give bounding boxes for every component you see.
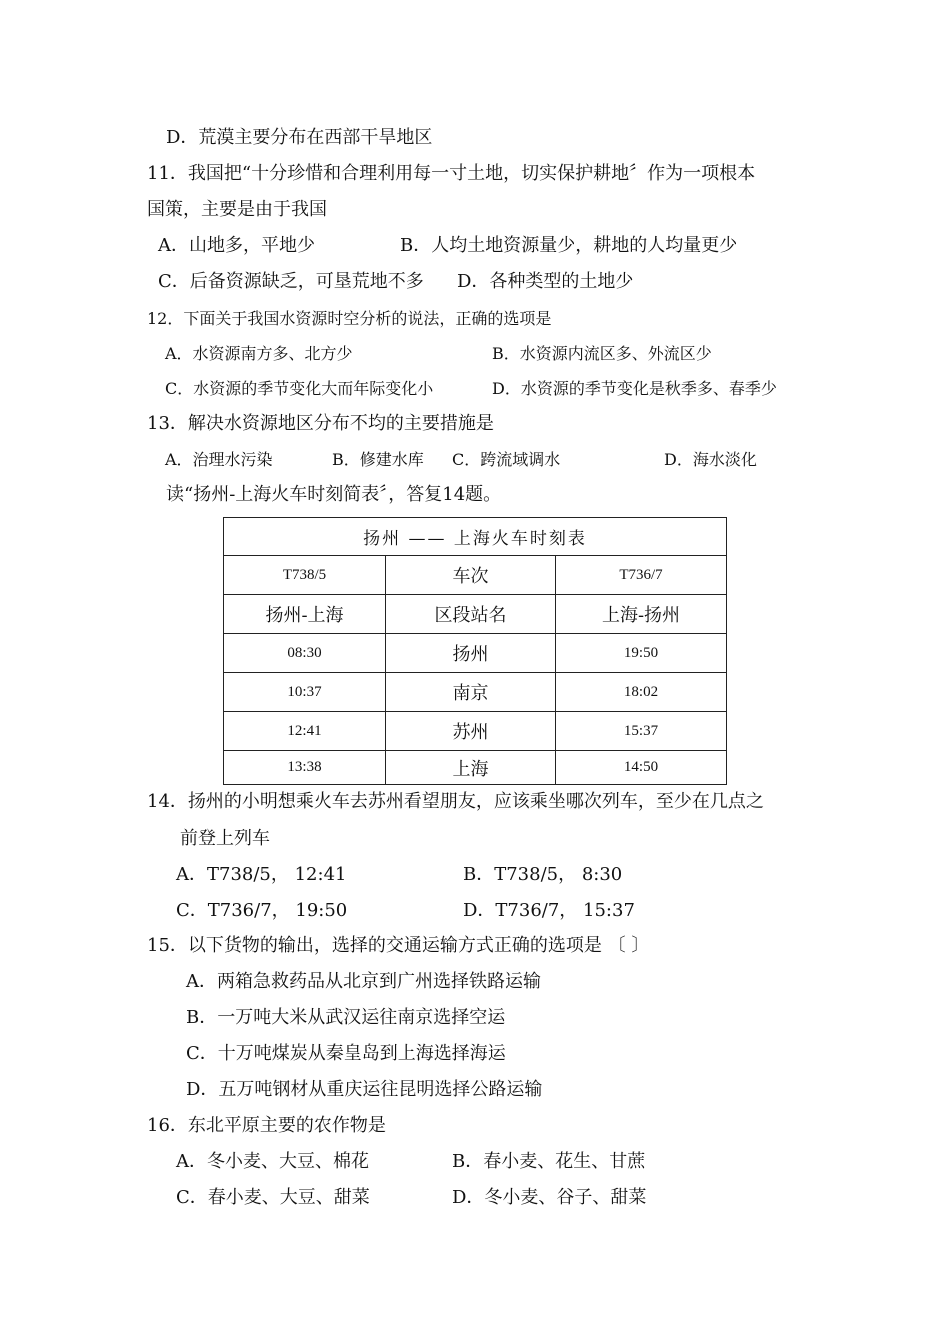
table-cell: 15:37 — [556, 712, 727, 751]
q15-option-d: D．五万吨钢材从重庆运往昆明选择公路运输 — [186, 1079, 543, 1100]
table-cell: 18:02 — [556, 673, 727, 712]
timetable-header-cell: T736/7 — [556, 556, 727, 595]
timetable-header-row — [224, 556, 727, 595]
timetable-subheader-row — [224, 595, 727, 634]
table-cell: 上海 — [386, 751, 556, 785]
table-row — [224, 673, 727, 712]
table-cell: 14:50 — [556, 751, 727, 785]
train-timetable — [223, 517, 727, 785]
timetable-header-cell: T738/5 — [224, 556, 386, 595]
q12-option-a: A．水资源南方多、北方少 — [165, 344, 353, 363]
q15-option-b: B．一万吨大米从武汉运往南京选择空运 — [186, 1007, 506, 1028]
table-cell: 12:41 — [224, 712, 386, 751]
q10-option-d: D．荒漠主要分布在西部干旱地区 — [166, 127, 433, 148]
table-cell: 13:38 — [224, 751, 386, 785]
q13-option-b: B．修建水库 — [332, 450, 424, 469]
q14-intro: 读“扬州-上海火车时刻简表〞，答复14题。 — [166, 484, 502, 505]
q14-option-a: A．T738/5， 12:41 — [176, 864, 347, 885]
q12-option-c: C．水资源的季节变化大而年际变化小 — [165, 379, 434, 398]
table-cell: 苏州 — [386, 712, 556, 751]
q15-option-a: A．两箱急救药品从北京到广州选择铁路运输 — [186, 971, 541, 992]
timetable-subheader-cell: 上海-扬州 — [556, 595, 727, 634]
q14-stem-line2: 前登上列车 — [180, 828, 270, 849]
table-cell: 扬州 — [386, 634, 556, 673]
table-cell: 19:50 — [556, 634, 727, 673]
timetable-title: 扬州 —— 上海火车时刻表 — [224, 518, 727, 556]
table-cell: 南京 — [386, 673, 556, 712]
q12-option-d: D．水资源的季节变化是秋季多、春季少 — [492, 379, 777, 398]
q13-option-c: C．跨流域调水 — [452, 450, 561, 469]
q16-option-c: C．春小麦、大豆、甜菜 — [176, 1187, 370, 1208]
q11-option-c: C．后备资源缺乏，可垦荒地不多 — [158, 271, 424, 292]
q13-option-a: A．治理水污染 — [165, 450, 273, 469]
q13-stem: 13．解决水资源地区分布不均的主要措施是 — [147, 413, 494, 434]
q15-stem: 15．以下货物的输出，选择的交通运输方式正确的选项是 〔 〕 — [147, 935, 650, 956]
table-cell: 08:30 — [224, 634, 386, 673]
timetable-subheader-cell: 扬州-上海 — [224, 595, 386, 634]
q16-stem: 16．东北平原主要的农作物是 — [147, 1115, 386, 1136]
q16-option-d: D．冬小麦、谷子、甜菜 — [452, 1187, 647, 1208]
timetable-subheader-cell: 区段站名 — [386, 595, 556, 634]
q14-stem-line1: 14．扬州的小明想乘火车去苏州看望朋友，应该乘坐哪次列车，至少在几点之 — [147, 791, 764, 812]
q11-option-d: D．各种类型的土地少 — [457, 271, 634, 292]
q11-stem-line2: 国策，主要是由于我国 — [147, 199, 327, 220]
q15-option-c: C．十万吨煤炭从秦皇岛到上海选择海运 — [186, 1043, 506, 1064]
table-cell: 10:37 — [224, 673, 386, 712]
q14-option-b: B．T738/5， 8:30 — [463, 864, 623, 885]
q11-option-a: A．山地多，平地少 — [158, 235, 315, 256]
table-row — [224, 751, 727, 785]
q13-option-d: D．海水淡化 — [664, 450, 757, 469]
q11-option-b: B．人均土地资源量少，耕地的人均量更少 — [400, 235, 738, 256]
q14-option-c: C．T736/7， 19:50 — [176, 900, 348, 921]
timetable-title-row — [224, 518, 727, 556]
q11-stem-line1: 11．我国把“十分珍惜和合理利用每一寸土地，切实保护耕地〞作为一项根本 — [147, 163, 756, 184]
q12-option-b: B．水资源内流区多、外流区少 — [492, 344, 712, 363]
q12-stem: 12．下面关于我国水资源时空分析的说法，正确的选项是 — [147, 309, 552, 328]
timetable-header-cell: 车次 — [386, 556, 556, 595]
q16-option-a: A．冬小麦、大豆、棉花 — [176, 1151, 369, 1172]
q16-option-b: B．春小麦、花生、甘蔗 — [452, 1151, 646, 1172]
table-row — [224, 634, 727, 673]
table-row — [224, 712, 727, 751]
q14-option-d: D．T736/7， 15:37 — [463, 900, 635, 921]
